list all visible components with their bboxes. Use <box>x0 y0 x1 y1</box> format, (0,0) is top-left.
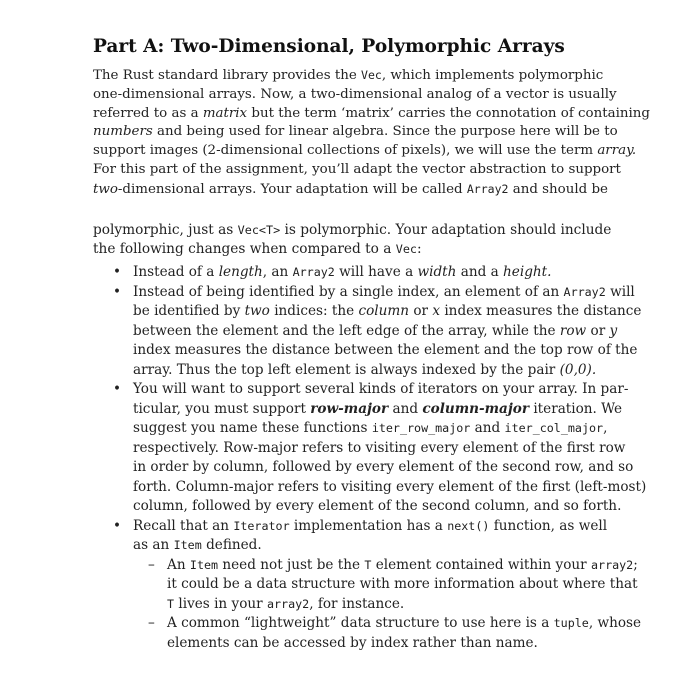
text-line: numbers and being used for linear algebra. Since the purpose here will be to <box>93 124 618 140</box>
text-line: two-dimensional arrays. Your adaptation will be called Array2 and should be <box>93 181 608 197</box>
list-item: • Recall that an Iterator implementation has a next() function, as well as an Item defined. – An Item need not just be the T element contained within your array2; it could be a data structure with more information about where that T lives in your array2, for instance. – A common “lightweight” data structure to use here is a tuple, whose elements can be accessed by index rather than name. <box>113 517 638 654</box>
list-item: • Instead of being identified by a single index, an element of an Array2 will be identified by two indices: the column or x index measures the distance between the element and the left edge of the array, while the row or y index measures the distance between the element and the top row of the array. Thus the top left element is always indexed by the pair (0,0). <box>113 283 638 381</box>
text-line: polymorphic, just as Vec<T> is polymorphic. Your adaptation should include <box>93 222 612 238</box>
list-item: • Instead of a length, an Array2 will have a width and a height. <box>113 263 638 283</box>
text-line: the following changes when compared to a Vec: <box>93 241 422 258</box>
text-line: referred to as a matrix but the term ‘matrix’ carries the connotation of containing <box>93 105 650 121</box>
sub-list-item: – A common “lightweight” data structure to use here is a tuple, whose elements can be accessed by index rather than name. <box>133 614 638 653</box>
continuation-paragraph <box>93 221 638 260</box>
text-line: For this part of the assignment, you’ll adapt the vector abstraction to support <box>93 161 621 177</box>
text-line: support images (2-dimensional collections of pixels), we will use the term array. <box>93 143 637 159</box>
section-heading: Part A: Two-Dimensional, Polymorphic Arrays <box>93 36 565 57</box>
text-line: The Rust standard library provides the Vec, which implements polymorphic <box>93 68 604 83</box>
text-line: one-dimensional arrays. Now, a two-dimensional analog of a vector is usually <box>93 86 617 102</box>
sub-list <box>133 556 642 654</box>
intro-paragraph <box>93 66 650 200</box>
list-item: • You will want to support several kinds of iterators on your array. In par- ticular, you must support row-major and column-major iteration. We suggest you name these functions iter_row_major and iter_col_major, respectively. Row-major refers to visiting every element of the first row in order by column, followed by every element of the second row, and so forth. Column-major refers to visiting every element of the first (left-most) column, followed by every element of the second column, and so forth. <box>113 380 638 517</box>
changes-list <box>113 263 647 653</box>
sub-list-item: – An Item need not just be the T element contained within your array2; it could be a data structure with more information about where that T lives in your array2, for instance. <box>133 556 638 615</box>
